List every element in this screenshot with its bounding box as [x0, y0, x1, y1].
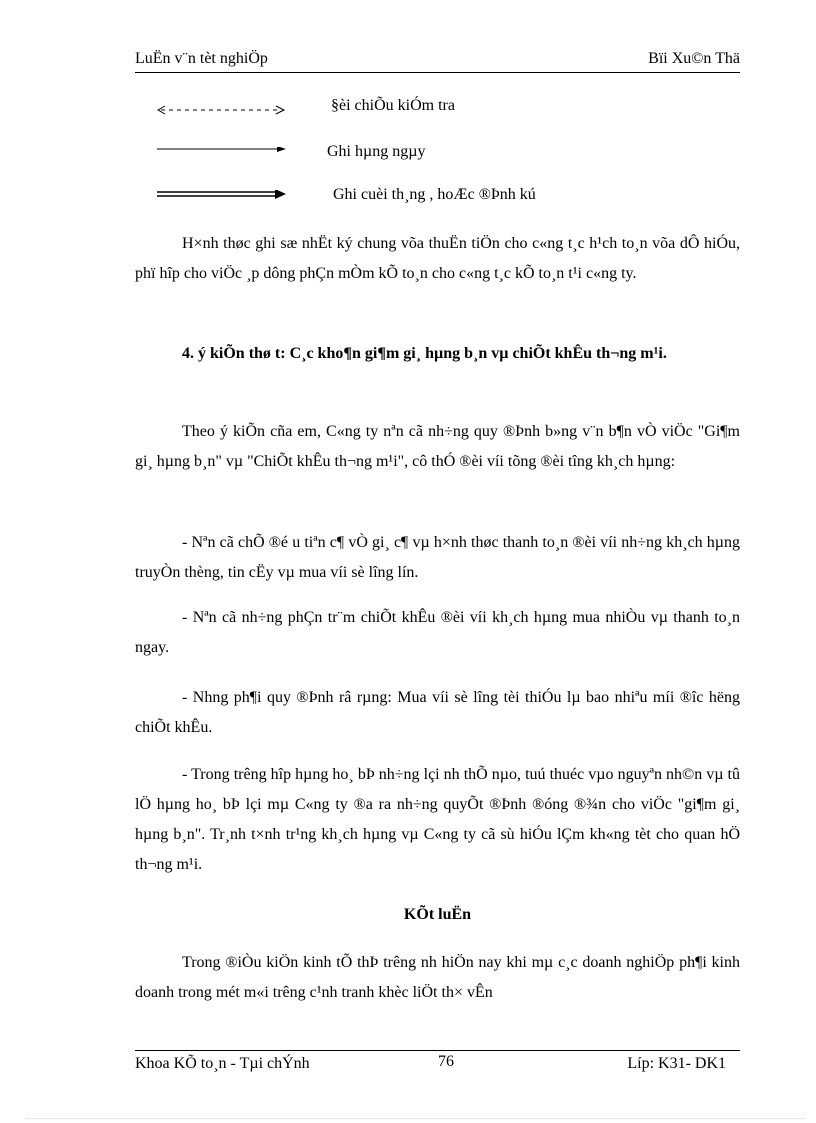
page-footer [135, 1050, 740, 1079]
header-thesis-title: LuËn v¨n tèt nghiÖp [135, 50, 268, 67]
legend-row-periodic [155, 186, 755, 212]
bullet-priority: - Nªn cã chÕ ®é u tiªn c¶ vÒ gi¸ c¶ vµ h×nh thøc thanh to¸n ®èi víi nh÷ng kh¸ch hµng truyÒn thèng, tin cËy vµ mua víi sè lîng lín. [135, 534, 740, 581]
footer-class: Líp: K31- DK1 [627, 1055, 726, 1072]
legend-label-daily: Ghi hµng ngµy [327, 143, 426, 160]
legend-label-check: §èi chiÕu kiÓm tra [331, 97, 455, 114]
dashed-double-arrow-icon [155, 101, 290, 119]
thin-arrow-icon [155, 147, 290, 165]
page-number: 76 [438, 1053, 454, 1070]
conclusion-title: KÕt luËn [403, 906, 472, 923]
bullet-discount-percent: - Nªn cã nh÷ng phÇn tr¨m chiÕt khÊu ®èi víi kh¸ch hµng mua nhiÒu vµ thanh to¸n ngay. [135, 609, 740, 656]
double-line-arrow-icon [155, 190, 290, 208]
page-bottom-divider [25, 1118, 805, 1119]
bullet-clear-rules: - Nhng ph¶i quy ®Þnh râ rµng: Mua víi sè lîng tèi thiÓu lµ bao nhiªu míi ®îc hëng chiÕt khÊu. [135, 689, 740, 736]
footer-faculty: Khoa KÕ to¸n - Tµi chÝnh [135, 1055, 310, 1072]
paragraph-journal-form: H×nh thøc ghi sæ nhËt ký chung võa thuËn tiÖn cho c«ng t¸c h¹ch to¸n võa dÔ hiÓu, phï hîp cho viÖc ¸p dông phÇn mÒm kÕ to¸n cho c«ng t¸c kÕ to¸n t¹i c«ng ty. [135, 235, 740, 282]
legend-row-check [155, 97, 755, 123]
section-heading-4: 4. ý kiÕn thø t: C¸c kho¶n gi¶m gi¸ hµng b¸n vµ chiÕt khÊu th¬ng m¹i. [182, 345, 667, 362]
conclusion-paragraph: Trong ®iÒu kiÖn kinh tÕ thÞ trêng nh hiÖn nay khi mµ c¸c doanh nghiÖp ph¶i kinh doanh trong mét m«i trêng c¹nh tranh khèc liÖt th× vÊn [135, 954, 740, 1001]
legend-label-periodic: Ghi cuèi th¸ng , hoÆc ®Þnh kú [333, 186, 536, 203]
header-author: Bïi Xu©n Thä [648, 50, 740, 67]
page-header [135, 50, 740, 73]
bullet-defective-goods: - Trong trêng hîp hµng ho¸ bÞ nh÷ng lçi nh thÕ nµo, tuú thuéc vµo nguyªn nh©n vµ tû lÖ hµng ho¸ bÞ lçi mµ C«ng ty ®a ra nh÷ng quyÕt ®Þnh ®óng ®¾n cho viÖc "gi¶m gi¸ hµng b¸n". Tr¸nh t×nh tr¹ng kh¸ch hµng vµ C«ng ty cã sù hiÓu lÇm kh«ng tèt cho quan hÖ th¬ng m¹i. [135, 766, 740, 873]
legend-row-daily [155, 143, 755, 169]
paragraph-opinion: Theo ý kiÕn cña em, C«ng ty nªn cã nh÷ng quy ®Þnh b»ng v¨n b¶n vÒ viÖc "Gi¶m gi¸ hµng b¸n" vµ "ChiÕt khÊu th¬ng m¹i", cô thÓ ®èi víi tõng ®èi tîng kh¸ch hµng: [135, 423, 740, 470]
